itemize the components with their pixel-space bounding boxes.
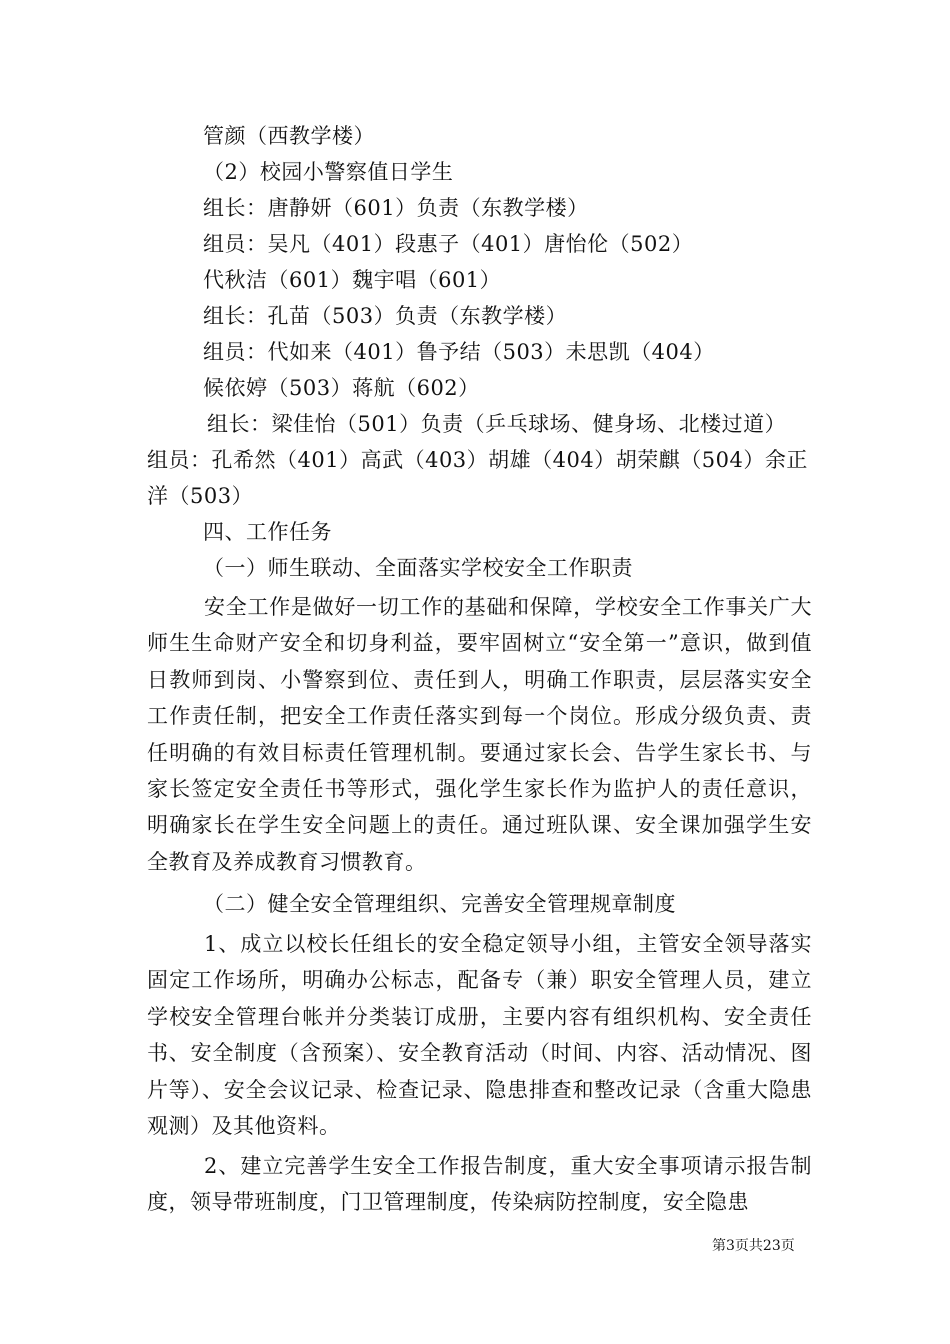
subsection-heading: （二）健全安全管理组织、完善安全管理规章制度 bbox=[203, 892, 676, 916]
text-line: 管颜（西教学楼） bbox=[203, 124, 375, 148]
text-line: 组员：孔希然（401）高武（403）胡雄（404）胡荣麒（504）余正 bbox=[147, 448, 808, 472]
text-line: （2）校园小警察值日学生 bbox=[203, 160, 454, 184]
page-number: 第3页共23页 bbox=[712, 1238, 795, 1254]
subsection-heading: （一）师生联动、全面落实学校安全工作职责 bbox=[203, 556, 633, 580]
section-heading: 四、工作任务 bbox=[203, 520, 332, 544]
text-line: 组员：吴凡（401）段惠子（401）唐怡伦（502） bbox=[203, 232, 694, 256]
paragraph: 2、建立完善学生安全工作报告制度，重大安全事项请示报告制度，领导带班制度，门卫管理制度，传染病防控制度，安全隐患 bbox=[147, 1154, 812, 1215]
text-line: 洋（503） bbox=[147, 484, 254, 508]
text-line: 组长：孔苗（503）负责（东教学楼） bbox=[203, 304, 568, 328]
paragraph: 1、成立以校长任组长的安全稳定领导小组，主管安全领导落实固定工作场所，明确办公标志，配备专（兼）职安全管理人员，建立学校安全管理台帐并分类装订成册，主要内容有组织机构、安全责任书、安全制度（含预案）、安全教育活动（时间、内容、活动情况、图片等）、安全会议记录、检查记录、隐患排查和整改记录（含重大隐患观测）及其他资料。 bbox=[147, 932, 812, 1139]
text-line: 组长：唐静妍（601）负责（东教学楼） bbox=[203, 196, 589, 220]
paragraph: 安全工作是做好一切工作的基础和保障，学校安全工作事关广大师生生命财产安全和切身利益，要牢固树立“安全第一”意识，做到值日教师到岗、小警察到位、责任到人，明确工作职责，层层落实安全工作责任制，把安全工作责任落实到每一个岗位。形成分级负责、责任明确的有效目标责任管理机制。要通过家长会、告学生家长书、与家长签定安全责任书等形式，强化学生家长作为监护人的责任意识，明确家长在学生安全问题上的责任。通过班队课、安全课加强学生安全教育及养成教育习惯教育。 bbox=[147, 595, 812, 874]
text-line: 组员：代如来（401）鲁予结（503）未思凯（404） bbox=[203, 340, 715, 364]
text-line: 组长：梁佳怡（501）负责（乒乓球场、健身场、北楼过道） bbox=[207, 412, 787, 436]
text-line: 代秋洁（601）魏宇唱（601） bbox=[203, 268, 502, 292]
text-line: 候依婷（503）蒋航（602） bbox=[203, 376, 480, 400]
